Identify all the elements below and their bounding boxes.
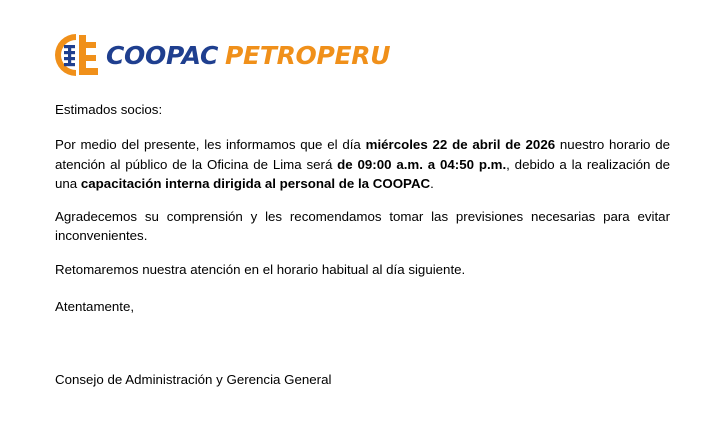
signoff-line: Atentamente, <box>55 298 135 314</box>
logo-word-coopac: COOPAC <box>106 40 219 70</box>
signature-line: Consejo de Administración y Gerencia General <box>55 372 332 387</box>
paragraph-schedule <box>55 135 670 193</box>
logo-wordmark <box>106 40 391 70</box>
p1-segment-2: nuestro horario de atención al público de la Oficina de Lima será <box>55 137 671 172</box>
paragraph-resume: Retomaremos nuestra atención en el horario habitual al día siguiente. <box>55 261 466 277</box>
p1-segment-4: . <box>430 175 434 191</box>
p1-bold-date: miércoles 22 de abril de 2026 <box>365 137 556 153</box>
p1-segment-3: , debido a la realización de una <box>55 156 670 191</box>
notice-body <box>55 100 670 316</box>
paragraph-apology: Agradecemos su comprensión y les recomendamos tomar las previsiones necesarias para evitar inconvenientes. <box>55 209 670 244</box>
brand-logo <box>55 32 390 78</box>
p1-segment-1: Por medio del presente, les informamos que el día <box>55 137 366 153</box>
logo-word-petroperu: PETROPERU <box>225 40 391 70</box>
p1-bold-hours: de 09:00 a.m. a 04:50 p.m. <box>337 156 507 172</box>
coopac-stairs-icon <box>55 34 99 76</box>
greeting-line: Estimados socios: <box>55 102 163 117</box>
p1-bold-reason: capacitación interna dirigida al personal de la COOPAC <box>80 175 431 191</box>
